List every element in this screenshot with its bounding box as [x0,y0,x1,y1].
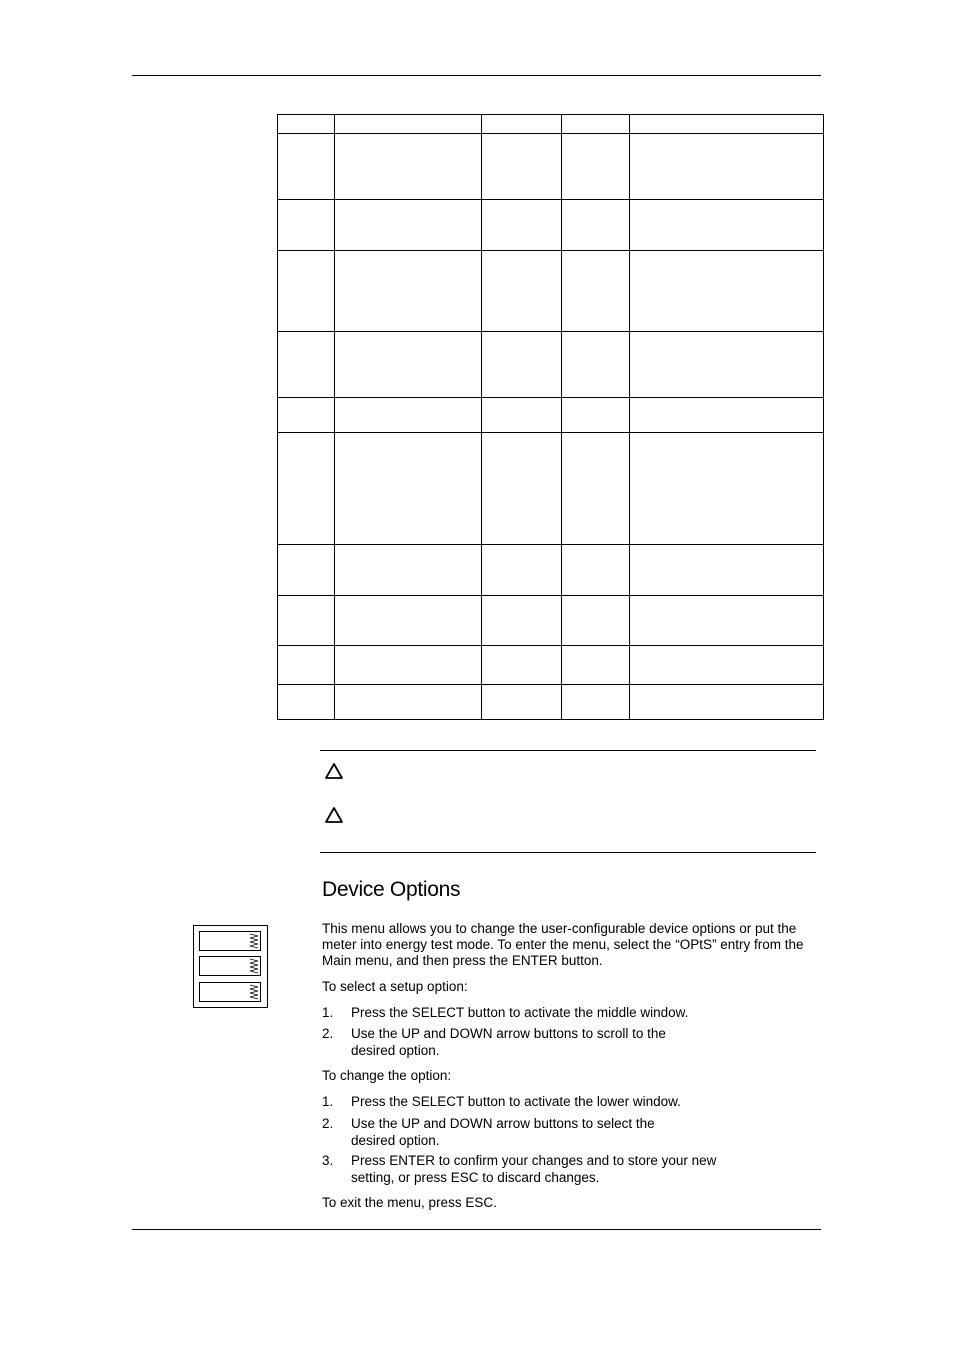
table-row [278,134,824,200]
display-window-upper [199,931,261,951]
note-top-rule [320,750,816,751]
table-row [278,685,824,720]
display-panel-icon [193,925,268,1008]
step-number: 2. [322,1026,334,1041]
step-text: Press the SELECT button to activate the lower window. [351,1094,681,1109]
table-row [278,545,824,596]
header-rule [132,75,821,76]
warning-triangle-icon [324,806,344,824]
parameters-table [277,114,824,720]
table-row [278,200,824,251]
table-header-row [278,115,824,134]
table-row [278,251,824,332]
table-row [278,332,824,398]
display-window-middle [199,956,261,976]
change-heading: To change the option: [322,1068,452,1083]
section-title: Device Options [322,878,461,901]
table-row [278,398,824,433]
step-number: 1. [322,1005,334,1020]
step-text: Use the UP and DOWN arrow buttons to scroll to the desired option. [351,1026,666,1058]
step-text: Press the SELECT button to activate the middle window. [351,1005,689,1020]
exit-instruction: To exit the menu, press ESC. [322,1195,497,1210]
select-heading: To select a setup option: [322,979,468,994]
step-number: 1. [322,1094,334,1109]
table-row [278,646,824,685]
intro-paragraph: This menu allows you to change the user-configurable device options or put the meter into energy test mode. To enter the menu, select the “OPtS” entry from the Main menu, and then press the ENTER button. [322,921,804,968]
step-text: Use the UP and DOWN arrow buttons to select the desired option. [351,1116,655,1148]
table-row [278,433,824,545]
step-text: Press ENTER to confirm your changes and to store your new setting, or press ESC to discard changes. [351,1153,717,1185]
step-number: 2. [322,1116,334,1131]
display-window-lower [199,982,261,1002]
footer-rule [132,1229,821,1230]
note-bottom-rule [320,852,816,853]
step-number: 3. [322,1153,334,1168]
table-row [278,596,824,646]
warning-triangle-icon [324,762,344,780]
